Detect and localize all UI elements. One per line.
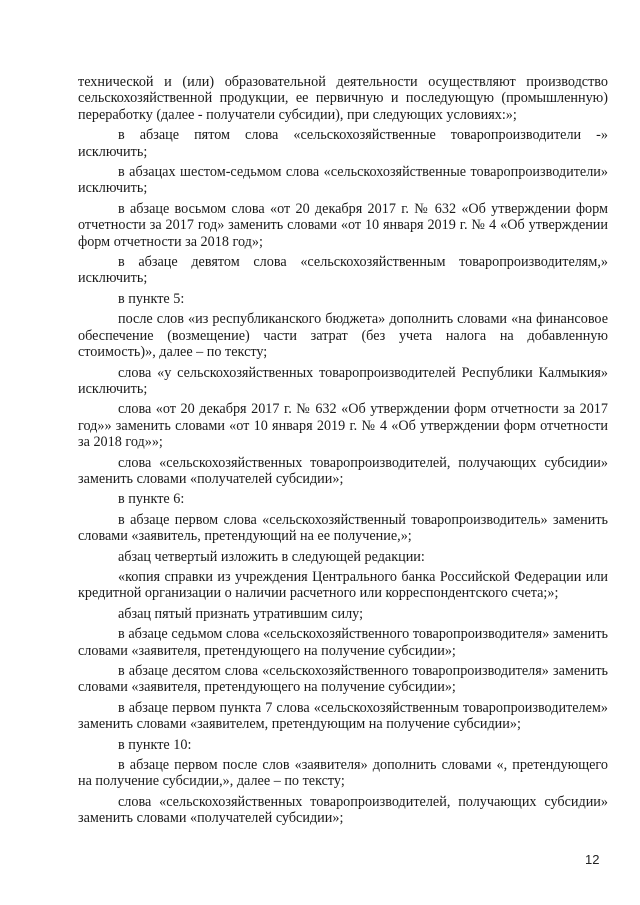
document-body — [78, 74, 608, 831]
paragraph-13: абзац четвертый изложить в следующей редакции: — [118, 548, 425, 565]
paragraph-7: после слов «из республиканского бюджета» дополнить словами «на финансовое обеспечение (возмещение) части затрат (без учета налога на добавленную стоимость)», далее – по тексту; — [78, 311, 608, 361]
paragraph-16: в абзаце седьмом слова «сельскохозяйственного товаропроизводителя» заменить словами «заявителя, претендующего на получение субсидии»; — [78, 626, 608, 659]
paragraph-3: в абзацах шестом-седьмом слова «сельскохозяйственные товаропроизводители» исключить; — [78, 164, 608, 197]
paragraph-9: слова «от 20 декабря 2017 г. № 632 «Об утверждении форм отчетности за 2017 год»» заменить словами «от 10 января 2019 г. № 4 «Об утверждении форм отчетности за 2018 год»»; — [78, 401, 608, 451]
paragraph-12: в абзаце первом слова «сельскохозяйственный товаропроизводитель» заменить словами «заявитель, претендующий на ее получение,»; — [78, 511, 608, 545]
paragraph-14: «копия справки из учреждения Центрального банка Российской Федерации или кредитной организации о наличии расчетного или корреспондентского счета;»; — [78, 568, 608, 602]
paragraph-8: слова «у сельскохозяйственных товаропроизводителей Республики Калмыкия» исключить; — [78, 364, 608, 397]
paragraph-4: в абзаце восьмом слова «от 20 декабря 2017 г. № 632 «Об утверждении форм отчетности за 2017 год» заменить словами «от 10 января 2019 г. № 4 «Об утверждении форм отчетности за 2018 год»; — [78, 200, 608, 250]
paragraph-5: в абзаце девятом слова «сельскохозяйственным товаропроизводителям,» исключить; — [78, 254, 608, 287]
paragraph-11: в пункте 6: — [118, 491, 185, 508]
page-number: 12 — [585, 852, 600, 867]
paragraph-18: в абзаце первом пункта 7 слова «сельскохозяйственным товаропроизводителем» заменить словами «заявителем, претендующим на получение субсидии»; — [78, 699, 608, 733]
paragraph-17: в абзаце десятом слова «сельскохозяйственного товаропроизводителя» заменить словами «заявителя, претендующего на получение субсидии»; — [78, 663, 608, 696]
paragraph-6: в пункте 5: — [118, 290, 185, 307]
paragraph-21: слова «сельскохозяйственных товаропроизводителей, получающих субсидии» заменить словами «получателей субсидии»; — [78, 793, 608, 827]
paragraph-15: абзац пятый признать утратившим силу; — [118, 605, 364, 622]
paragraph-1: технической и (или) образовательной деятельности осуществляют производство сельскохозяйственной продукции, ее первичную и последующую (промышленную) переработку (далее - получатели субсидии), при следующих условиях:»; — [78, 74, 608, 123]
paragraph-2: в абзаце пятом слова «сельскохозяйственные товаропроизводители -» исключить; — [78, 127, 608, 160]
paragraph-19: в пункте 10: — [118, 736, 192, 753]
paragraph-10: слова «сельскохозяйственных товаропроизводителей, получающих субсидии» заменить словами «получателей субсидии»; — [78, 454, 608, 487]
paragraph-20: в абзаце первом после слов «заявителя» дополнить словами «, претендующего на получение субсидии,», далее – по тексту; — [78, 757, 608, 790]
